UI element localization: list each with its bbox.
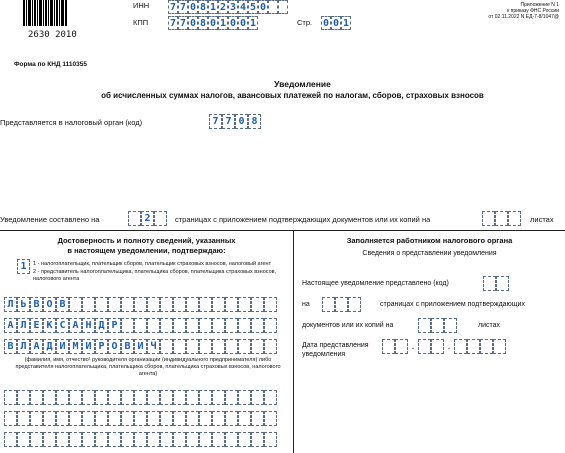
empty-cell[interactable] — [95, 411, 108, 426]
empty-cell[interactable] — [134, 390, 147, 405]
empty-cell[interactable] — [82, 411, 95, 426]
empty-cell[interactable] — [95, 390, 108, 405]
empty-cell[interactable] — [108, 432, 121, 447]
name-letter[interactable] — [212, 318, 225, 333]
empty-cell[interactable] — [264, 411, 277, 426]
kpp-digit[interactable]: 0 — [189, 17, 197, 29]
empty-cell[interactable] — [43, 432, 56, 447]
empty-cell[interactable] — [212, 432, 225, 447]
appendix-line: к приказу ФНС России — [507, 8, 559, 14]
barcode-image — [22, 0, 70, 28]
empty-cell[interactable] — [199, 411, 212, 426]
surname-letter[interactable] — [147, 297, 160, 312]
date-year-digit[interactable] — [454, 339, 467, 354]
name-letter[interactable]: А — [4, 318, 17, 333]
empty-cell[interactable] — [238, 390, 251, 405]
empty-cell[interactable] — [225, 432, 238, 447]
pages-count-cells[interactable] — [128, 211, 167, 226]
empty-cell[interactable] — [43, 411, 56, 426]
inn-digit[interactable] — [278, 0, 288, 14]
name-letter[interactable] — [186, 318, 199, 333]
officer-pages-digit[interactable] — [322, 297, 335, 312]
signer-code-cell[interactable] — [17, 259, 30, 274]
date-label-1: Дата представления — [302, 342, 369, 349]
empty-cell[interactable] — [69, 432, 82, 447]
empty-cell[interactable] — [251, 432, 264, 447]
kpp-digit[interactable]: 7 — [179, 17, 187, 29]
tax-code-digit[interactable]: 0 — [235, 114, 248, 129]
surname-letter[interactable] — [160, 297, 173, 312]
surname-letter[interactable]: О — [43, 297, 56, 312]
vertical-divider — [293, 230, 294, 453]
pages-digit[interactable] — [128, 211, 141, 226]
patronymic-letter[interactable]: Д — [43, 339, 56, 354]
pages-label-middle: страницах с приложением подтверждающих документов или их копий на — [175, 215, 431, 224]
patronymic-letter[interactable]: И — [134, 339, 147, 354]
empty-cell[interactable] — [251, 390, 264, 405]
pages-digit[interactable] — [154, 211, 167, 226]
date-separator: . — [411, 341, 415, 352]
signer-code[interactable]: 1 — [17, 259, 30, 274]
surname-letter[interactable] — [212, 297, 225, 312]
empty-cell[interactable] — [56, 390, 69, 405]
inn-digit[interactable]: 7 — [179, 1, 187, 13]
tax-authority-code[interactable] — [209, 114, 261, 129]
empty-cell[interactable] — [82, 390, 95, 405]
kpp-cells[interactable] — [168, 16, 258, 30]
appendix-line: от 02.11.2022 N ЕД-7-8/1047@ — [488, 14, 559, 20]
tax-code-digit[interactable]: 8 — [248, 114, 261, 129]
empty-cell[interactable] — [134, 411, 147, 426]
date-year-digit[interactable] — [493, 339, 506, 354]
name-letter[interactable]: Л — [17, 318, 30, 333]
empty-cell[interactable] — [134, 432, 147, 447]
patronymic-letter[interactable]: А — [30, 339, 43, 354]
name-letter[interactable] — [134, 318, 147, 333]
kpp-label: КПП — [133, 18, 149, 27]
page-label: Стр. — [297, 18, 313, 27]
empty-cell[interactable] — [108, 390, 121, 405]
officer-sheets-digit[interactable] — [418, 318, 431, 333]
empty-cell[interactable] — [17, 432, 30, 447]
title-line-1: Уведомление — [274, 79, 331, 89]
patronymic-letter[interactable]: М — [69, 339, 82, 354]
surname-letter[interactable] — [69, 297, 82, 312]
empty-cell[interactable] — [121, 390, 134, 405]
surname-letter[interactable] — [95, 297, 108, 312]
pages-label-before: Уведомление составлено на — [0, 215, 100, 224]
name-letter[interactable]: К — [43, 318, 56, 333]
name-letter[interactable]: Д — [95, 318, 108, 333]
submission-date-cells[interactable] — [382, 339, 506, 354]
officer-pages-label: страницах с приложением подтверждающих — [380, 301, 525, 308]
pages-digit[interactable]: 2 — [141, 211, 154, 226]
date-day-digit[interactable] — [395, 339, 408, 354]
signer-option-2: 2 - представитель налогоплательщика, плательщика сборов, плательщика страховых взносов, налогового агента — [33, 269, 277, 282]
inn-digit[interactable]: 1 — [209, 1, 217, 13]
fio-caption: (фамилия, имя, отчество¹ руководителя организации (индивидуального предпринимателя) либо представителя налогоплательщика, плательщика сборов, плательщика страховых взносов, налогового агента) — [15, 357, 281, 377]
name-letter[interactable] — [147, 318, 160, 333]
date-label-2: уведомления — [302, 351, 346, 358]
patronymic-letter[interactable] — [225, 339, 238, 354]
inn-digit[interactable]: 5 — [249, 1, 257, 13]
signer-option-1: 1 - налогоплательщик, плательщик сборов, плательщик страховых взносов, налоговый агент — [33, 261, 272, 267]
empty-signature-row[interactable] — [4, 432, 277, 447]
empty-cell[interactable] — [4, 390, 17, 405]
inn-digit[interactable]: 4 — [239, 1, 247, 13]
surname-letter[interactable] — [121, 297, 134, 312]
name-letter[interactable]: Е — [30, 318, 43, 333]
patronymic-letter[interactable]: И — [82, 339, 95, 354]
patronymic-letter[interactable]: В — [121, 339, 134, 354]
empty-cell[interactable] — [173, 390, 186, 405]
appendix-line: Приложение N 1 — [520, 2, 559, 8]
empty-signature-row[interactable] — [4, 390, 277, 405]
empty-cell[interactable] — [238, 432, 251, 447]
name-letter[interactable] — [121, 318, 134, 333]
empty-cell[interactable] — [56, 411, 69, 426]
surname-letter[interactable] — [264, 297, 277, 312]
on-label: на — [302, 301, 310, 308]
confirm-heading-1: Достоверность и полноту сведений, указанных — [57, 236, 236, 245]
kpp-digit[interactable]: 8 — [199, 17, 207, 29]
empty-cell[interactable] — [212, 411, 225, 426]
surname-letter[interactable] — [225, 297, 238, 312]
presented-code-digit[interactable] — [483, 276, 496, 291]
name-letter[interactable] — [160, 318, 173, 333]
inn-digit[interactable]: 8 — [199, 1, 207, 13]
empty-cell[interactable] — [108, 411, 121, 426]
empty-cell[interactable] — [56, 432, 69, 447]
empty-signature-row[interactable] — [4, 411, 277, 426]
empty-cell[interactable] — [17, 411, 30, 426]
empty-cell[interactable] — [147, 390, 160, 405]
empty-cell[interactable] — [264, 432, 277, 447]
surname-letter[interactable]: В — [56, 297, 69, 312]
name-letter[interactable]: Н — [82, 318, 95, 333]
name-letter[interactable] — [199, 318, 212, 333]
date-separator: . — [447, 341, 451, 352]
empty-cell[interactable] — [69, 390, 82, 405]
barcode-number: 2630 2010 — [28, 30, 77, 40]
officer-sheets-digit[interactable] — [431, 318, 444, 333]
empty-cell[interactable] — [160, 390, 173, 405]
patronymic-letter[interactable]: Л — [17, 339, 30, 354]
empty-cell[interactable] — [121, 432, 134, 447]
surname-letter[interactable] — [186, 297, 199, 312]
date-month-digit[interactable] — [418, 339, 431, 354]
officer-pages-digit[interactable] — [335, 297, 348, 312]
surname-letter[interactable] — [82, 297, 95, 312]
inn-cells[interactable] — [168, 0, 288, 14]
empty-cell[interactable] — [225, 411, 238, 426]
empty-cell[interactable] — [82, 432, 95, 447]
inn-digit[interactable]: 0 — [259, 1, 267, 13]
officer-pages-digit[interactable] — [348, 297, 361, 312]
officer-sheets-cells[interactable] — [418, 318, 457, 333]
kpp-digit[interactable]: 1 — [219, 17, 227, 29]
patronymic-letter[interactable] — [264, 339, 277, 354]
tax-code-digit[interactable]: 7 — [222, 114, 235, 129]
kpp-digit[interactable]: 1 — [249, 17, 257, 29]
empty-cell[interactable] — [43, 390, 56, 405]
empty-cell[interactable] — [264, 390, 277, 405]
tax-officer-heading: Заполняется работником налогового органа — [346, 236, 513, 245]
pages-label-after: листах — [530, 215, 554, 224]
patronymic-letter[interactable]: Р — [95, 339, 108, 354]
form-code: Форма по КНД 1110355 — [14, 61, 87, 68]
empty-cell[interactable] — [30, 411, 43, 426]
empty-cell[interactable] — [238, 411, 251, 426]
name-letter[interactable]: А — [69, 318, 82, 333]
inn-label: ИНН — [133, 1, 150, 10]
surname-letter[interactable] — [238, 297, 251, 312]
tax-authority-label: Представляется в налоговый орган (код) — [0, 118, 143, 127]
inn-digit[interactable]: 2 — [219, 1, 227, 13]
empty-cell[interactable] — [95, 432, 108, 447]
kpp-digit[interactable]: 7 — [169, 17, 177, 29]
page-number-cells[interactable] — [321, 16, 351, 30]
empty-cell[interactable] — [147, 411, 160, 426]
empty-cell[interactable] — [160, 411, 173, 426]
copies-digit[interactable] — [495, 211, 508, 226]
copies-count-cells[interactable] — [482, 211, 521, 226]
empty-cell[interactable] — [30, 432, 43, 447]
patronymic-letter[interactable] — [173, 339, 186, 354]
presented-code-cells[interactable] — [483, 276, 509, 291]
surname-letter[interactable]: В — [30, 297, 43, 312]
empty-cell[interactable] — [173, 411, 186, 426]
empty-cell[interactable] — [121, 411, 134, 426]
kpp-digit[interactable]: 0 — [239, 17, 247, 29]
empty-cell[interactable] — [160, 432, 173, 447]
date-month-digit[interactable] — [431, 339, 444, 354]
empty-cell[interactable] — [147, 432, 160, 447]
empty-cell[interactable] — [186, 432, 199, 447]
name-letter[interactable] — [225, 318, 238, 333]
name-letter[interactable] — [251, 318, 264, 333]
page-digit[interactable]: 0 — [332, 17, 340, 29]
page-digit[interactable]: 0 — [322, 17, 330, 29]
inn-digit[interactable]: 0 — [189, 1, 197, 13]
presented-code-label: Настоящее уведомление представлено (код) — [302, 280, 449, 287]
surname-letter[interactable] — [134, 297, 147, 312]
surname-letter[interactable] — [199, 297, 212, 312]
surname-cells[interactable] — [4, 297, 277, 312]
empty-cell[interactable] — [199, 432, 212, 447]
presented-code-digit[interactable] — [496, 276, 509, 291]
officer-pages-cells[interactable] — [322, 297, 361, 312]
patronymic-letter[interactable] — [251, 339, 264, 354]
empty-cell[interactable] — [212, 390, 225, 405]
empty-cell[interactable] — [225, 390, 238, 405]
surname-letter[interactable] — [173, 297, 186, 312]
empty-cell[interactable] — [186, 390, 199, 405]
patronymic-letter[interactable]: О — [108, 339, 121, 354]
confirm-heading-2: в настоящем уведомлении, подтверждаю: — [67, 246, 226, 255]
surname-letter[interactable] — [251, 297, 264, 312]
empty-cell[interactable] — [199, 390, 212, 405]
patronymic-letter[interactable]: В — [4, 339, 17, 354]
date-day-digit[interactable] — [382, 339, 395, 354]
empty-cell[interactable] — [69, 411, 82, 426]
empty-cell[interactable] — [17, 390, 30, 405]
surname-letter[interactable]: Л — [4, 297, 17, 312]
page-digit[interactable]: 1 — [342, 17, 350, 29]
barcode — [22, 0, 70, 28]
inn-digit[interactable]: 3 — [229, 1, 237, 13]
empty-cell[interactable] — [4, 432, 17, 447]
patronymic-letter[interactable]: Ч — [147, 339, 160, 354]
tax-code-digit[interactable]: 7 — [209, 114, 222, 129]
horizontal-divider — [0, 230, 565, 231]
copies-digit[interactable] — [482, 211, 495, 226]
kpp-digit[interactable]: 0 — [229, 17, 237, 29]
patronymic-letter[interactable] — [212, 339, 225, 354]
date-year-digit[interactable] — [467, 339, 480, 354]
name-letter[interactable]: Р — [108, 318, 121, 333]
officer-sheets-digit[interactable] — [444, 318, 457, 333]
sheets-label: листах — [478, 322, 501, 329]
name-letter[interactable] — [264, 318, 277, 333]
empty-cell[interactable] — [173, 432, 186, 447]
submission-info-heading: Сведения о представлении уведомления — [362, 250, 497, 257]
name-letter[interactable] — [173, 318, 186, 333]
docs-label: документов или их копий на — [302, 322, 394, 329]
date-year-digit[interactable] — [480, 339, 493, 354]
patronymic-letter[interactable]: И — [56, 339, 69, 354]
empty-cell[interactable] — [30, 390, 43, 405]
patronymic-cells[interactable] — [4, 339, 277, 354]
inn-digit[interactable] — [268, 0, 278, 14]
appendix-note — [488, 2, 559, 20]
patronymic-letter[interactable] — [238, 339, 251, 354]
patronymic-letter[interactable] — [199, 339, 212, 354]
name-letter[interactable]: С — [56, 318, 69, 333]
patronymic-letter[interactable] — [186, 339, 199, 354]
empty-cell[interactable] — [186, 411, 199, 426]
empty-cell[interactable] — [251, 411, 264, 426]
name-cells[interactable] — [4, 318, 277, 333]
inn-digit[interactable]: 7 — [169, 1, 177, 13]
patronymic-letter[interactable] — [160, 339, 173, 354]
copies-digit[interactable] — [508, 211, 521, 226]
surname-letter[interactable]: Ь — [17, 297, 30, 312]
title-line-2: об исчисленных суммах налогов, авансовых платежей по налогам, сборов, страховых взносов — [101, 91, 484, 100]
kpp-digit[interactable]: 0 — [209, 17, 217, 29]
empty-cell[interactable] — [4, 411, 17, 426]
name-letter[interactable] — [238, 318, 251, 333]
surname-letter[interactable] — [108, 297, 121, 312]
